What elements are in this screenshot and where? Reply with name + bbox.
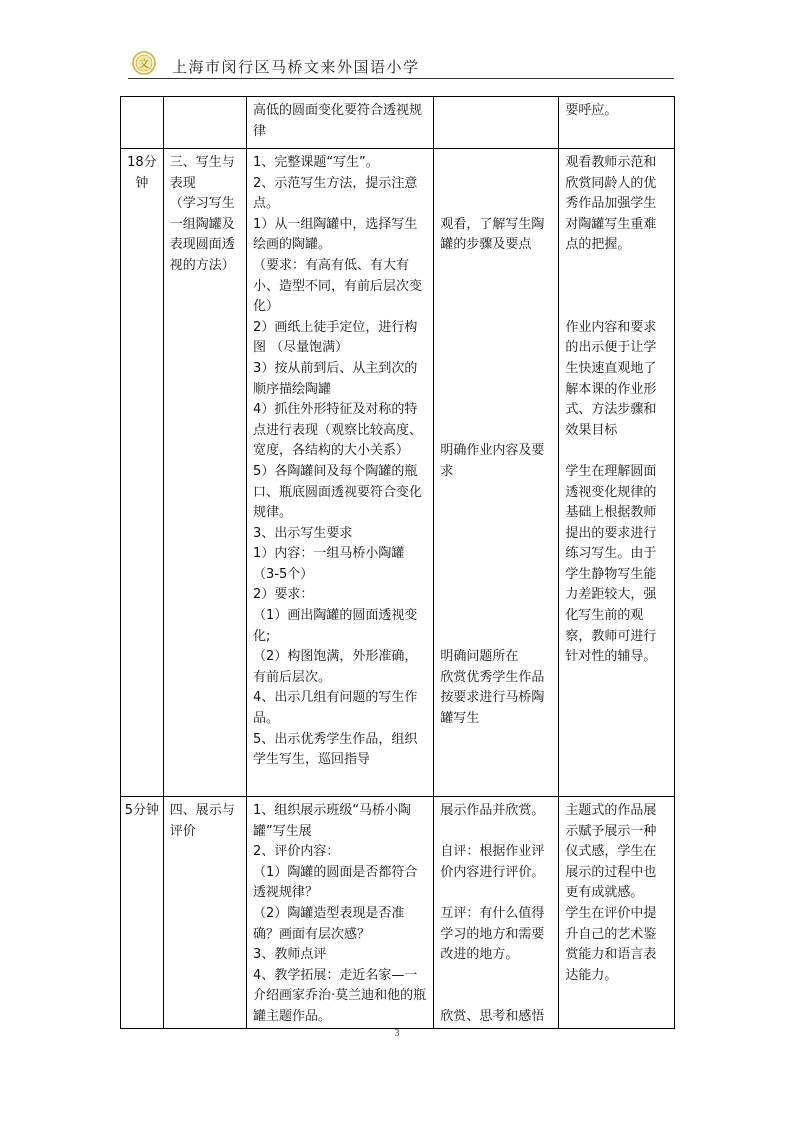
teacher-line: 高低的圆面变化要符合透视规律 [253,103,423,139]
logo-char: 文 [139,59,149,70]
student-line: 互评：有什么值得学习的地方和需要改进的地方。 [440,905,545,963]
teacher-line: （要求：有高有低、有大有小、造型不同，有前后层次变化） [253,257,423,315]
teacher-line: 2）画纸上徒手定位，进行构图 （尽量饱满） [253,319,418,356]
intent-line: 观看教师示范和欣赏同龄人的优秀作品加强学生对陶罐写生重难点的把握。 [565,155,657,253]
lesson-plan-table [120,96,675,1029]
teacher-activity-cell [247,149,434,797]
teacher-line: 5）各陶罐间及每个陶罐的瓶口、瓶底圆面透视要符合变化规律。 [253,463,423,521]
student-line: 明确作业内容及要求 [440,443,545,479]
stage-cell [163,149,246,797]
teacher-line: 1、组织展示班级“马桥小陶罐”写生展 [253,803,412,839]
design-intent-cell [559,797,675,1029]
teacher-line: 2、示范写生方法，提示注意点。 [253,175,418,212]
student-activity-cell [434,97,559,149]
stage-line: 四、展示与评价 [169,803,235,839]
student-activity-cell [434,149,559,797]
teacher-line: 4、出示几组有问题的写生作品。 [253,690,418,727]
page-header [128,50,674,80]
intent-line: 要呼应。 [565,103,618,118]
table-row [121,149,675,797]
teacher-line: 5、出示优秀学生作品，组织学生写生，巡回指导 [253,731,418,768]
school-logo-icon [132,51,156,75]
student-line: 观看，了解写生陶罐的步骤及要点 [440,216,545,253]
stage-line: 三、写生与表现 [169,155,235,191]
teacher-activity-cell [247,797,434,1029]
intent-line: 主题式的作品展示赋予展示一种仪式感，学生在展示的过程中也更有成就感。 [565,803,657,901]
table-row [121,797,675,1029]
teacher-line: 3、出示写生要求 [253,525,353,541]
table-row [121,97,675,149]
teacher-line: （1）陶罐的圆面是否都符合透视规律？ [253,864,418,901]
stage-line: （学习写生一组陶罐及表现圆面透视的方法） [169,196,235,273]
school-name: 上海市闵行区马桥文来外国语小学 [172,58,420,76]
stage-cell [163,797,246,1029]
teacher-line: 1）内容：一组马桥小陶罐（3-5个） [253,546,405,582]
intent-line: 学生在评价中提升自己的艺术鉴赏能力和语言表达能力。 [565,905,657,983]
teacher-line: 4）抓住外形特征及对称的特点进行表现（观察比较高度、宽度，各结构的大小关系） [253,402,423,459]
student-activity-cell [434,797,559,1029]
design-intent-cell [559,149,675,797]
student-line: 明确问题所在 [440,649,519,665]
time-cell [121,97,164,149]
header-rule [128,78,674,79]
student-line: 按要求进行马桥陶罐写生 [440,690,545,727]
student-line: 欣赏优秀学生作品 [440,669,545,685]
teacher-line: 2、评价内容： [253,844,340,860]
teacher-line: 4、教学拓展：走近名家—一介绍画家乔治·莫兰迪和他的瓶罐主题作品。 [253,967,427,1024]
student-line: 自评：根据作业评价内容进行评价。 [440,844,545,880]
student-line: 展示作品并欣赏。 [440,803,545,818]
stage-cell [163,97,246,149]
design-intent-cell [559,97,675,149]
teacher-line: 3）按从前到后、从主到次的顺序描绘陶罐 [253,360,418,397]
student-line: 欣赏、思考和感悟 [440,1008,545,1024]
teacher-line: （1）画出陶罐的圆面透视变化; [253,608,418,644]
teacher-line: （2）陶罐造型表现是否准确？画面有层次感？ [253,905,405,942]
time-cell: 5分钟 [121,797,164,1029]
teacher-line: 1、完整课题“写生”。 [253,155,379,170]
teacher-line: 2）要求： [253,587,314,603]
teacher-line: （2）构图饱满，外形准确，有前后层次。 [253,649,418,685]
intent-line: 学生在理解圆面透视变化规律的基础上根据教师提出的要求进行练习写生。由于学生静物写生能力差距较大，强化写生前的观察，教师可进行针对性的辅导。 [565,463,657,665]
teacher-activity-cell [247,97,434,149]
teacher-line: 3、教师点评 [253,947,327,963]
time-cell: 18分钟 [121,149,164,797]
teacher-line: 1）从一组陶罐中，选择写生绘画的陶罐。 [253,216,418,253]
page-number: 3 [394,1028,400,1039]
intent-line: 作业内容和要求的出示便于让学生快速直观地了解本课的作业形式、方法步骤和效果目标 [565,319,657,438]
